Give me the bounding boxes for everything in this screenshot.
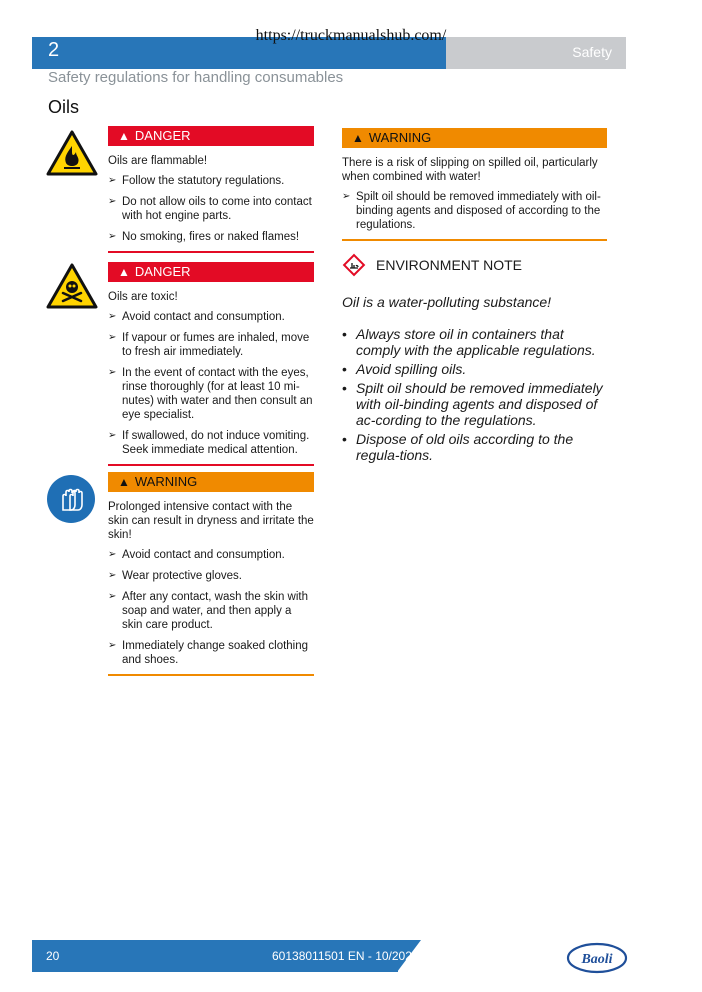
document-number: 60138011501 EN - 10/2020 — [272, 949, 419, 963]
toxic-skull-icon — [46, 263, 98, 309]
list-item: • Avoid spilling oils. — [342, 361, 607, 377]
warning-label: WARNING — [134, 474, 198, 489]
page-heading: Oils — [48, 97, 79, 117]
warning-lead: Prolonged intensive contact with the skin can result in dryness and irritate the skin! — [108, 501, 314, 541]
warning-triangle-icon: ▲ — [118, 129, 130, 143]
page-subtitle: Safety regulations for handling consumables — [48, 69, 344, 86]
warning-triangle-icon: ▲ — [352, 131, 364, 145]
divider — [108, 674, 314, 676]
environment-hazard-icon — [342, 253, 366, 277]
danger-lead: Oils are toxic! — [108, 291, 178, 303]
list-item: ➢ Immediately change soaked clothing and shoes. — [108, 639, 314, 667]
list-item: ➢ Avoid contact and consumption. — [108, 310, 314, 324]
warning-label: WARNING — [368, 130, 432, 145]
danger-label: DANGER — [134, 264, 191, 279]
svg-text:Baoli: Baoli — [581, 952, 613, 967]
flammable-warning-icon — [46, 130, 98, 176]
list-item: • Always store oil in containers that comply with the applicable regulations. — [342, 326, 607, 358]
environment-note-title: ENVIRONMENT NOTE — [376, 257, 522, 273]
source-url[interactable]: https://truckmanualshub.com/ — [255, 27, 447, 44]
gloves-icon — [46, 474, 96, 524]
list-item: ➢ After any contact, wash the skin with soap and water, and then apply a skin care product. — [108, 590, 314, 632]
list-item: ➢ Follow the statutory regulations. — [108, 174, 314, 188]
environment-note — [342, 252, 607, 466]
warning-box-slipping — [342, 128, 607, 241]
danger-lead: Oils are flammable! — [108, 155, 208, 167]
danger-banner — [108, 262, 314, 282]
warning-box-skin — [108, 472, 314, 676]
section-title: Safety — [572, 44, 612, 60]
divider — [108, 251, 314, 253]
list-item: ➢ If swallowed, do not induce vomiting. Seek immediate medical attention. — [108, 429, 314, 457]
list-item: • Dispose of old oils according to the regula-tions. — [342, 431, 607, 463]
environment-note-lead: Oil is a water-polluting substance! — [342, 294, 552, 310]
warning-triangle-icon: ▲ — [118, 265, 130, 279]
divider — [342, 239, 607, 241]
danger-box-toxic — [108, 262, 314, 466]
list-item: ➢ Avoid contact and consumption. — [108, 548, 314, 562]
baoli-logo — [566, 942, 628, 974]
list-item: ➢ Do not allow oils to come into contact with hot engine parts. — [108, 195, 314, 223]
list-item: • Spilt oil should be removed immediately with oil-binding agents and disposed of ac-cording to the regulations. — [342, 380, 607, 428]
divider — [108, 464, 314, 466]
page-footer — [32, 940, 422, 972]
warning-lead: There is a risk of slipping on spilled oil, particularly when combined with water! — [342, 157, 598, 183]
warning-banner — [108, 472, 314, 492]
warning-banner — [342, 128, 607, 148]
warning-triangle-icon: ▲ — [118, 475, 130, 489]
list-item: ➢ In the event of contact with the eyes, rinse thoroughly (for at least 10 mi-nutes) with water and then consult an eye specialist. — [108, 366, 314, 422]
environment-note-header — [342, 252, 607, 278]
chapter-number: 2 — [48, 39, 60, 61]
danger-banner — [108, 126, 314, 146]
list-item: ➢ Spilt oil should be removed immediately with oil-binding agents and disposed of according to the regulations. — [342, 190, 607, 232]
danger-label: DANGER — [134, 128, 191, 143]
list-item: ➢ If vapour or fumes are inhaled, move to fresh air immediately. — [108, 331, 314, 359]
list-item: ➢ No smoking, fires or naked flames! — [108, 230, 314, 244]
page-number: 20 — [46, 949, 60, 963]
list-item: ➢ Wear protective gloves. — [108, 569, 314, 583]
danger-box-flammable — [108, 126, 314, 253]
